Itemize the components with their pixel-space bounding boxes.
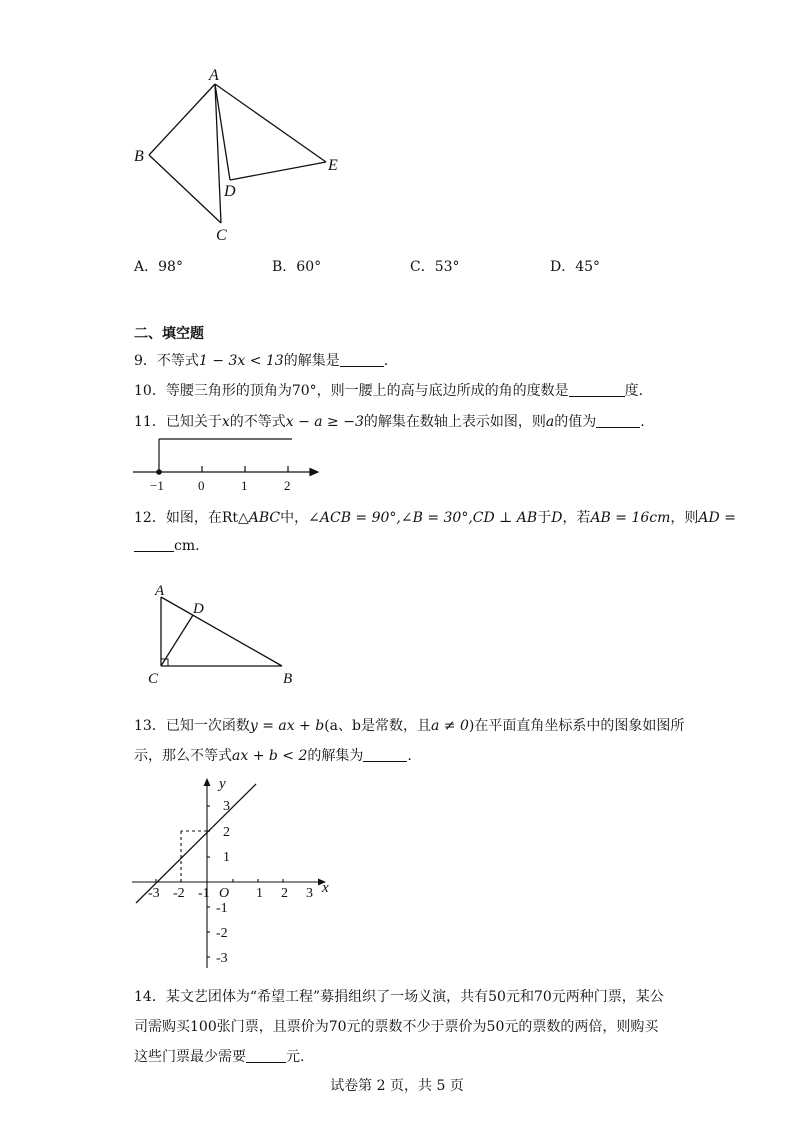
y-tick-label: 1 [223, 850, 230, 865]
label-a: A [155, 583, 165, 599]
segment-bc [149, 155, 221, 223]
x-tick-label: -1 [198, 886, 210, 901]
x-tick-label: -2 [173, 886, 185, 901]
tick-label: 0 [198, 478, 205, 493]
solid-point [156, 469, 162, 475]
axis-label-x: x [322, 880, 329, 896]
answer-blank[interactable] [246, 1048, 286, 1063]
y-tick-label: -1 [216, 901, 228, 916]
tick-label: 2 [284, 478, 291, 493]
number-line [130, 432, 325, 494]
x-tick-label: -3 [148, 886, 160, 901]
section-title: 二、填空题 [134, 326, 204, 342]
answer-blank[interactable] [134, 537, 174, 552]
segment-de [230, 162, 326, 180]
x-tick-label: 3 [306, 886, 313, 901]
label-b: B [283, 671, 293, 687]
segment-cd [161, 615, 193, 666]
question-11: 11．已知关于x的不等式x − a ≥ −3的解集在数轴上表示如图，则a的值为 . [134, 414, 645, 430]
answer-blank[interactable] [569, 382, 625, 397]
answer-blank[interactable] [596, 413, 640, 428]
question-12-line2: cm. [134, 537, 200, 554]
segment-ae [215, 84, 326, 162]
figure-triangles-abc-ade [130, 62, 360, 244]
y-axis-arrow-icon [204, 778, 211, 786]
question-14-line2: 司需购买100张门票，且票价为70元的票数不少于票价为50元的票数的两倍，则购买 [134, 1019, 659, 1035]
tick-label: 1 [241, 478, 248, 493]
figure-right-triangle-abc [142, 580, 302, 688]
coordinate-graph [128, 772, 338, 972]
y-tick-label: 2 [223, 825, 230, 840]
option-b: B．60° [272, 259, 322, 275]
label-d: D [224, 183, 236, 200]
answer-blank[interactable] [340, 352, 384, 367]
label-b: B [134, 148, 144, 165]
origin-label: O [219, 886, 230, 901]
page-footer: 试卷第 2 页，共 5 页 [330, 1078, 464, 1094]
y-tick-label: -2 [216, 926, 228, 941]
question-14-line3: 这些门票最少需要 元. [134, 1049, 305, 1065]
label-c: C [216, 227, 227, 244]
option-a: A．98° [134, 259, 183, 275]
question-9: 9．不等式1 − 3x < 13的解集是 . [134, 353, 389, 369]
label-c: C [148, 671, 159, 687]
label-d: D [193, 601, 204, 617]
tick-label: −1 [150, 478, 164, 493]
x-tick-label: 1 [256, 886, 263, 901]
y-tick-label: -3 [216, 951, 228, 966]
axis-label-y: y [219, 776, 226, 792]
x-tick-label: 2 [281, 886, 288, 901]
label-e: E [328, 157, 338, 174]
option-c: C．53° [410, 259, 460, 275]
y-tick-label: 3 [223, 799, 230, 814]
question-12: 12．如图，在Rt△ABC中，∠ACB = 90°,∠B = 30°,CD ⊥ AB于D，若AB = 16cm，则AD = [134, 510, 736, 526]
question-13-line2: 示，那么不等式ax + b < 2的解集为 . [134, 748, 412, 764]
question-13: 13．已知一次函数y = ax + b(a、b是常数，且a ≠ 0)在平面直角坐标系中的图象如图所 [134, 718, 685, 734]
question-14: 14．某文艺团体为“希望工程”募捐组织了一场义演，共有50元和70元两种门票，某公 [134, 989, 664, 1005]
segment-ab [149, 84, 215, 155]
label-a: A [209, 67, 219, 84]
segment-ab [161, 597, 282, 666]
arrow-right-icon [310, 469, 318, 476]
answer-blank[interactable] [363, 747, 407, 762]
option-d: D．45° [550, 259, 601, 275]
question-10: 10．等腰三角形的顶角为70°，则一腰上的高与底边所成的角的度数是 度. [134, 383, 644, 399]
